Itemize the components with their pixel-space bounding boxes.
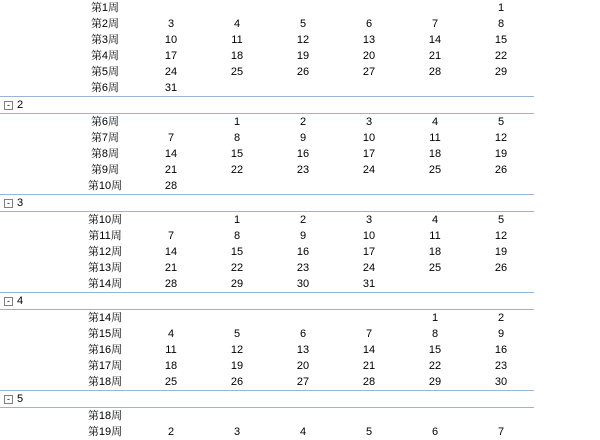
day-cell[interactable]: 2: [299, 214, 307, 227]
day-cell[interactable]: 9: [299, 230, 307, 243]
outline-gutter-cell: [0, 32, 72, 48]
day-cell-tail[interactable]: [534, 178, 600, 195]
day-cell[interactable]: 10: [362, 132, 376, 145]
day-cell[interactable]: 14: [428, 34, 442, 46]
day-cell-tail[interactable]: [534, 130, 600, 146]
day-cell-tail[interactable]: [534, 276, 600, 293]
outline-group-row: [0, 195, 600, 212]
day-cell-tail[interactable]: [534, 358, 600, 374]
outline-gutter-cell: [0, 130, 72, 146]
table-row: [0, 32, 600, 48]
table-row: [0, 16, 600, 32]
table-row: [0, 178, 600, 195]
outline-gutter-cell: [0, 212, 72, 229]
outline-group-fill-cell: [204, 97, 270, 114]
day-cell[interactable]: 19: [494, 148, 508, 161]
day-cell[interactable]: [402, 408, 468, 425]
table-row: [0, 260, 600, 276]
day-cell[interactable]: 19: [494, 246, 508, 259]
day-cell[interactable]: 7: [167, 132, 175, 145]
week-label-cell[interactable]: 第11周: [88, 230, 122, 243]
day-cell[interactable]: 1: [233, 214, 241, 227]
table-row: [0, 64, 600, 80]
day-cell[interactable]: [402, 276, 468, 293]
day-cell[interactable]: 18: [164, 360, 178, 373]
day-cell[interactable]: 8: [233, 230, 241, 243]
day-cell[interactable]: 28: [428, 66, 442, 78]
day-cell[interactable]: [468, 276, 534, 293]
day-cell[interactable]: 27: [296, 376, 310, 389]
day-cell[interactable]: 1: [497, 2, 505, 14]
day-cell[interactable]: 29: [428, 376, 442, 389]
day-cell[interactable]: 23: [296, 164, 310, 177]
day-cell[interactable]: [468, 178, 534, 195]
day-cell[interactable]: [138, 0, 204, 16]
day-cell[interactable]: 10: [362, 230, 376, 243]
week-label-cell[interactable]: 第6周: [90, 82, 120, 94]
outline-gutter-cell: [0, 64, 72, 80]
outline-group-fill-cell: [204, 293, 270, 310]
outline-gutter-cell: [0, 358, 72, 374]
day-cell[interactable]: 9: [497, 328, 505, 341]
day-cell[interactable]: 17: [362, 246, 376, 259]
week-label-cell[interactable]: 第10周: [87, 180, 123, 193]
day-cell-tail[interactable]: [534, 162, 600, 178]
day-cell[interactable]: 12: [230, 344, 244, 357]
table-row: [0, 276, 600, 293]
table-row: [0, 130, 600, 146]
day-cell[interactable]: [336, 310, 402, 327]
week-label-cell[interactable]: 第16周: [87, 344, 123, 357]
outline-group-fill-cell: [138, 97, 204, 114]
day-cell[interactable]: [138, 114, 204, 131]
day-cell[interactable]: 4: [167, 328, 175, 341]
day-cell[interactable]: 12: [296, 34, 310, 46]
outline-gutter-cell: [0, 80, 72, 97]
week-label-cell[interactable]: 第14周: [87, 312, 123, 325]
week-label-cell[interactable]: 第1周: [90, 2, 120, 14]
day-cell[interactable]: [270, 178, 336, 195]
outline-group-fill-cell: [402, 195, 468, 212]
day-cell[interactable]: 13: [296, 344, 310, 357]
outline-group-row: [0, 293, 600, 310]
outline-group-fill-cell: [336, 195, 402, 212]
day-cell[interactable]: 11: [231, 34, 243, 46]
day-cell[interactable]: 23: [296, 262, 310, 275]
day-cell[interactable]: [138, 408, 204, 425]
outline-gutter-cell: [0, 16, 72, 32]
week-label-cell[interactable]: 第15周: [87, 328, 123, 341]
outline-gutter-cell: [0, 244, 72, 260]
week-label-cell[interactable]: 第8周: [90, 148, 120, 161]
outline-group-fill-cell: [72, 195, 138, 212]
day-cell-tail[interactable]: [534, 80, 600, 97]
day-cell[interactable]: 7: [497, 426, 505, 439]
outline-group-fill-cell: [402, 293, 468, 310]
table-row: [0, 0, 600, 16]
day-cell[interactable]: [270, 80, 336, 97]
day-cell[interactable]: 25: [230, 66, 244, 78]
week-label-cell[interactable]: 第6周: [90, 116, 120, 129]
outline-group-fill-cell: [72, 97, 138, 114]
week-label-cell[interactable]: 第4周: [90, 50, 120, 62]
outline-group-row: [0, 391, 600, 408]
day-cell[interactable]: [336, 80, 402, 97]
outline-group-fill-cell: [270, 293, 336, 310]
day-cell[interactable]: 5: [365, 426, 373, 439]
table-row: [0, 48, 600, 64]
outline-group-fill-cell: [336, 293, 402, 310]
table-row: [0, 310, 600, 327]
table-row: [0, 228, 600, 244]
day-cell[interactable]: [402, 0, 468, 16]
day-cell[interactable]: [336, 408, 402, 425]
day-cell[interactable]: 6: [365, 18, 373, 30]
outline-gutter-cell: [0, 260, 72, 276]
day-cell[interactable]: [336, 0, 402, 16]
day-cell[interactable]: 2: [299, 116, 307, 129]
outline-gutter-cell: [0, 374, 72, 391]
day-cell[interactable]: 8: [431, 328, 439, 341]
outline-gutter-cell: [0, 0, 72, 16]
outline-gutter-cell: [0, 424, 72, 440]
day-cell[interactable]: 6: [431, 426, 439, 439]
day-cell[interactable]: 22: [494, 50, 508, 62]
day-cell[interactable]: 6: [299, 328, 307, 341]
outline-gutter-cell: [0, 228, 72, 244]
outline-collapse-icon[interactable]: -: [4, 395, 13, 404]
day-cell[interactable]: 15: [428, 344, 442, 357]
day-cell[interactable]: 15: [230, 246, 244, 259]
day-cell[interactable]: 17: [362, 148, 376, 161]
table-row: [0, 114, 600, 131]
day-cell[interactable]: 8: [497, 18, 505, 30]
day-cell[interactable]: 27: [362, 66, 376, 78]
day-cell[interactable]: 3: [365, 116, 373, 129]
day-cell[interactable]: 4: [431, 214, 439, 227]
table-row: [0, 146, 600, 162]
day-cell[interactable]: 16: [296, 246, 310, 259]
day-cell-tail[interactable]: [534, 64, 600, 80]
day-cell[interactable]: 21: [164, 164, 178, 177]
day-cell[interactable]: 5: [497, 214, 505, 227]
outline-group-fill-cell: [468, 391, 534, 408]
week-label-cell[interactable]: 第7周: [90, 132, 120, 145]
week-label-cell[interactable]: 第18周: [87, 376, 123, 389]
outline-gutter-cell: [0, 114, 72, 131]
outline-group-number: 5: [17, 393, 24, 406]
day-cell[interactable]: 29: [494, 66, 508, 78]
outline-group-toggle-cell[interactable]: [0, 391, 72, 408]
day-cell[interactable]: [138, 310, 204, 327]
day-cell[interactable]: 5: [233, 328, 241, 341]
outline-gutter-cell: [0, 146, 72, 162]
day-cell[interactable]: [204, 0, 270, 16]
day-cell[interactable]: 8: [233, 132, 241, 145]
week-label-cell[interactable]: 第12周: [87, 246, 123, 259]
day-cell-tail[interactable]: [534, 146, 600, 162]
day-cell[interactable]: 26: [494, 262, 508, 275]
day-cell[interactable]: 3: [365, 214, 373, 227]
table-row: [0, 424, 600, 440]
outline-collapse-icon[interactable]: -: [4, 101, 13, 110]
outline-group-fill-cell: [138, 195, 204, 212]
day-cell[interactable]: 23: [494, 360, 508, 373]
day-cell-tail[interactable]: [534, 48, 600, 64]
table-row: [0, 408, 600, 425]
day-cell[interactable]: 2: [497, 312, 505, 325]
day-cell[interactable]: 11: [165, 344, 177, 357]
day-cell-tail[interactable]: [534, 342, 600, 358]
day-cell[interactable]: 3: [233, 426, 241, 439]
outline-group-fill-cell: [138, 391, 204, 408]
day-cell[interactable]: 28: [362, 376, 376, 389]
day-cell[interactable]: 21: [164, 262, 178, 275]
day-cell[interactable]: [204, 80, 270, 97]
outline-group-fill-cell: [402, 97, 468, 114]
day-cell[interactable]: [270, 310, 336, 327]
outline-group-number: 3: [17, 197, 24, 210]
day-cell-tail[interactable]: [534, 212, 600, 229]
day-cell[interactable]: 24: [362, 262, 376, 275]
outline-group-fill-cell: [72, 293, 138, 310]
day-cell[interactable]: 31: [164, 82, 178, 94]
outline-group-fill-cell: [336, 97, 402, 114]
day-cell[interactable]: 22: [230, 164, 244, 177]
outline-group-toggle-cell[interactable]: [0, 195, 72, 212]
day-cell-tail[interactable]: [534, 408, 600, 425]
day-cell[interactable]: 4: [299, 426, 307, 439]
day-cell-tail[interactable]: [534, 424, 600, 440]
day-cell[interactable]: 12: [494, 230, 508, 243]
day-cell[interactable]: 26: [494, 164, 508, 177]
outline-group-fill-cell: [468, 293, 534, 310]
day-cell[interactable]: 14: [362, 344, 376, 357]
week-label-cell[interactable]: 第18周: [87, 410, 123, 423]
table-row: [0, 358, 600, 374]
outline-group-toggle-cell[interactable]: [0, 293, 72, 310]
day-cell[interactable]: 7: [431, 18, 439, 30]
day-cell[interactable]: 19: [230, 360, 244, 373]
outline-group-number: 4: [17, 295, 24, 308]
day-cell[interactable]: 20: [296, 360, 310, 373]
table-row: [0, 80, 600, 97]
day-cell-tail[interactable]: [534, 16, 600, 32]
table-row: [0, 162, 600, 178]
day-cell[interactable]: 12: [494, 132, 508, 145]
day-cell[interactable]: 21: [428, 50, 442, 62]
week-label-cell[interactable]: 第17周: [87, 360, 123, 373]
outline-group-fill-cell: [270, 391, 336, 408]
outline-gutter-cell: [0, 178, 72, 195]
outline-gutter-cell: [0, 408, 72, 425]
day-cell[interactable]: 1: [431, 312, 439, 325]
outline-group-number: 2: [17, 99, 24, 112]
day-cell[interactable]: 13: [362, 34, 376, 46]
day-cell[interactable]: [336, 178, 402, 195]
table-row: [0, 326, 600, 342]
day-cell[interactable]: 16: [296, 148, 310, 161]
week-label-cell[interactable]: 第14周: [87, 278, 123, 291]
day-cell[interactable]: 17: [164, 50, 178, 62]
day-cell[interactable]: [204, 178, 270, 195]
day-cell[interactable]: 26: [230, 376, 244, 389]
day-cell[interactable]: 25: [428, 262, 442, 275]
day-cell-tail[interactable]: [534, 32, 600, 48]
outline-group-fill-cell: [336, 391, 402, 408]
day-cell[interactable]: [138, 212, 204, 229]
day-cell[interactable]: 25: [428, 164, 442, 177]
outline-group-fill-cell: [468, 97, 534, 114]
day-cell[interactable]: 15: [494, 34, 508, 46]
day-cell[interactable]: 14: [164, 148, 178, 161]
outline-gutter-cell: [0, 162, 72, 178]
day-cell[interactable]: 29: [230, 278, 244, 291]
day-cell[interactable]: 3: [167, 18, 175, 30]
day-cell[interactable]: 7: [365, 328, 373, 341]
day-cell[interactable]: [270, 408, 336, 425]
outline-group-fill-cell: [402, 391, 468, 408]
week-label-cell[interactable]: 第2周: [90, 18, 120, 30]
day-cell[interactable]: 10: [164, 34, 178, 46]
day-cell[interactable]: [402, 80, 468, 97]
day-cell-tail[interactable]: [534, 0, 600, 16]
table-row: [0, 342, 600, 358]
day-cell[interactable]: 5: [299, 18, 307, 30]
outline-collapse-icon[interactable]: -: [4, 199, 13, 208]
day-cell[interactable]: 28: [164, 278, 178, 291]
day-cell[interactable]: [204, 408, 270, 425]
day-cell[interactable]: 4: [431, 116, 439, 129]
day-cell[interactable]: 2: [167, 426, 175, 439]
day-cell[interactable]: 19: [296, 50, 310, 62]
day-cell[interactable]: 26: [296, 66, 310, 78]
table-row: [0, 212, 600, 229]
outline-group-fill-cell: [72, 391, 138, 408]
day-cell[interactable]: 16: [494, 344, 508, 357]
day-cell[interactable]: 15: [230, 148, 244, 161]
week-label-cell[interactable]: 第19周: [87, 426, 123, 439]
day-cell[interactable]: 30: [296, 278, 310, 291]
outline-group-row: [0, 97, 600, 114]
week-label-cell[interactable]: 第10周: [87, 214, 123, 227]
outline-group-fill-cell: [204, 195, 270, 212]
day-cell[interactable]: 25: [164, 376, 178, 389]
day-cell-tail[interactable]: [534, 326, 600, 342]
day-cell[interactable]: 5: [497, 116, 505, 129]
day-cell-tail[interactable]: [534, 228, 600, 244]
week-label-cell[interactable]: 第3周: [90, 34, 120, 46]
outline-group-fill-cell: [270, 97, 336, 114]
day-cell[interactable]: 18: [230, 50, 244, 62]
day-cell[interactable]: 24: [362, 164, 376, 177]
outline-group-toggle-cell[interactable]: [0, 97, 72, 114]
week-label-cell[interactable]: 第9周: [90, 164, 120, 177]
day-cell-tail[interactable]: [534, 310, 600, 327]
week-label-cell[interactable]: 第5周: [90, 66, 120, 78]
day-cell-tail[interactable]: [534, 260, 600, 276]
outline-gutter-cell: [0, 48, 72, 64]
day-cell[interactable]: 11: [429, 230, 441, 243]
day-cell[interactable]: [468, 408, 534, 425]
day-cell[interactable]: [402, 178, 468, 195]
day-cell[interactable]: 20: [362, 50, 376, 62]
outline-gutter-cell: [0, 276, 72, 293]
day-cell[interactable]: 31: [362, 278, 376, 291]
day-cell[interactable]: [468, 80, 534, 97]
day-cell[interactable]: [270, 0, 336, 16]
day-cell[interactable]: 22: [230, 262, 244, 275]
day-cell[interactable]: 9: [299, 132, 307, 145]
outline-gutter-cell: [0, 310, 72, 327]
table-row: [0, 244, 600, 260]
day-cell[interactable]: 21: [362, 360, 376, 373]
day-cell-tail[interactable]: [534, 374, 600, 391]
day-cell[interactable]: 14: [164, 246, 178, 259]
outline-gutter-cell: [0, 342, 72, 358]
day-cell[interactable]: 11: [429, 132, 441, 145]
day-cell-tail[interactable]: [534, 244, 600, 260]
day-cell[interactable]: [204, 310, 270, 327]
day-cell[interactable]: 22: [428, 360, 442, 373]
outline-group-fill-cell: [270, 195, 336, 212]
day-cell[interactable]: 30: [494, 376, 508, 389]
day-cell[interactable]: 24: [164, 66, 178, 78]
day-cell[interactable]: 28: [164, 180, 178, 193]
day-cell[interactable]: 18: [428, 148, 442, 161]
day-cell[interactable]: 18: [428, 246, 442, 259]
day-cell-tail[interactable]: [534, 114, 600, 131]
week-label-cell[interactable]: 第13周: [87, 262, 123, 275]
outline-group-fill-cell: [204, 391, 270, 408]
day-cell[interactable]: 4: [233, 18, 241, 30]
outline-gutter-cell: [0, 326, 72, 342]
outline-collapse-icon[interactable]: -: [4, 297, 13, 306]
day-cell[interactable]: 1: [233, 116, 241, 129]
table-row: [0, 374, 600, 391]
outline-group-fill-cell: [138, 293, 204, 310]
day-cell[interactable]: 7: [167, 230, 175, 243]
outline-group-fill-cell: [468, 195, 534, 212]
